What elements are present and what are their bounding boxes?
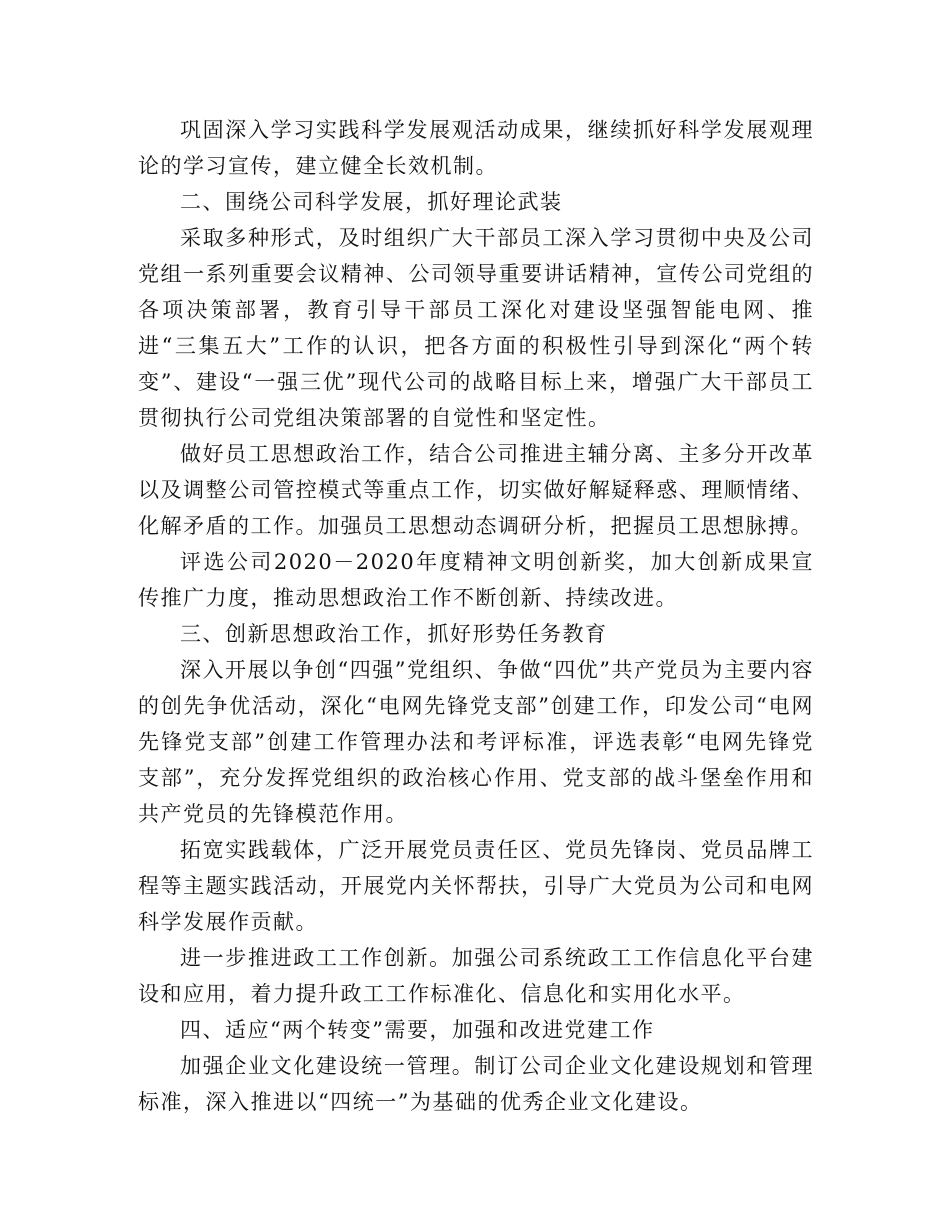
paragraph-11: 加强企业文化建设统一管理。制订公司企业文化建设规划和管理标准，深入推进以“四统一”为基础的优秀企业文化建设。 bbox=[138, 1054, 814, 1114]
section-heading-4: 四、适应“两个转变”需要，加强和改进党建工作 bbox=[180, 1018, 655, 1042]
paragraph-1: 巩固深入学习实践科学发展观活动成果，继续抓好科学发展观理论的学习宣传，建立健全长效机制。 bbox=[138, 118, 814, 178]
paragraph-8: 拓宽实践载体，广泛开展党员责任区、党员先锋岗、党员品牌工程等主题实践活动，开展党内关怀帮扶，引导广大党员为公司和电网科学发展作贡献。 bbox=[138, 838, 814, 934]
section-heading-3: 三、创新思想政治工作，抓好形势任务教育 bbox=[180, 622, 608, 646]
section-heading-2: 二、围绕公司科学发展，抓好理论武装 bbox=[180, 190, 563, 214]
paragraph-7: 深入开展以争创“四强”党组织、争做“四优”共产党员为主要内容的创先争优活动，深化“电网先锋党支部”创建工作，印发公司“电网先锋党支部”创建工作管理办法和考评标准，评选表彰“电网先锋党支部”，充分发挥党组织的政治核心作用、党支部的战斗堡垒作用和共产党员的先锋模范作用。 bbox=[138, 658, 814, 826]
paragraph-5: 评选公司2020－2020年度精神文明创新奖，加大创新成果宣传推广力度，推动思想政治工作不断创新、持续改进。 bbox=[138, 550, 814, 610]
paragraph-9: 进一步推进政工工作创新。加强公司系统政工工作信息化平台建设和应用，着力提升政工工作标准化、信息化和实用化水平。 bbox=[138, 946, 814, 1006]
paragraph-3: 采取多种形式，及时组织广大干部员工深入学习贯彻中央及公司党组一系列重要会议精神、公司领导重要讲话精神，宣传公司党组的各项决策部署，教育引导干部员工深化对建设坚强智能电网、推进“三集五大”工作的认识，把各方面的积极性引导到深化“两个转变”、建设“一强三优”现代公司的战略目标上来，增强广大干部员工贯彻执行公司党组决策部署的自觉性和坚定性。 bbox=[138, 226, 814, 430]
paragraph-4: 做好员工思想政治工作，结合公司推进主辅分离、主多分开改革以及调整公司管控模式等重点工作，切实做好解疑释惑、理顺情绪、化解矛盾的工作。加强员工思想动态调研分析，把握员工思想脉搏。 bbox=[138, 442, 814, 538]
document-body bbox=[138, 112, 814, 1120]
